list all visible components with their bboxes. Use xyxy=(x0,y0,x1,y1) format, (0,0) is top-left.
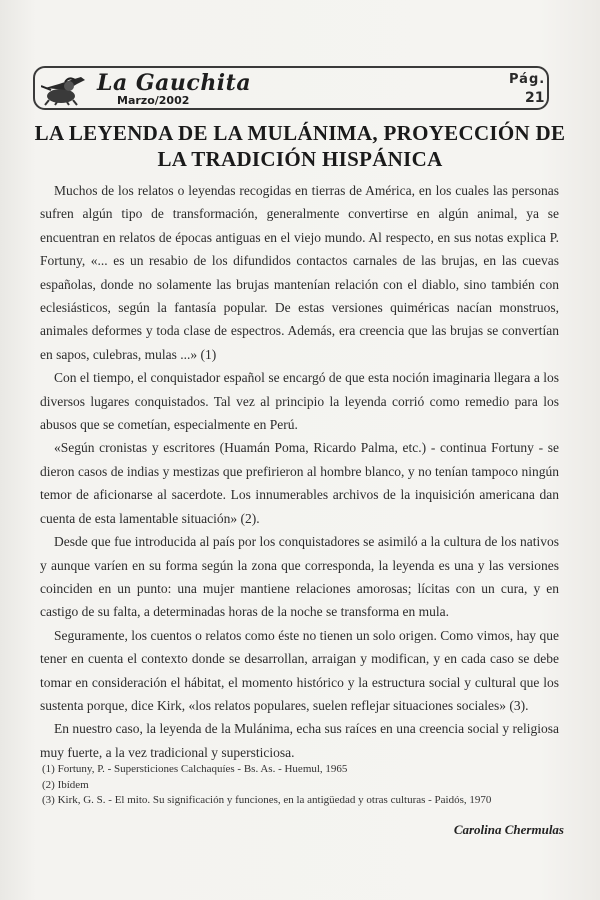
footnotes xyxy=(42,762,562,809)
page-label: Pág. xyxy=(509,72,546,87)
footnote-1: (1) Fortuny, P. - Supersticiones Calchaquíes - Bs. As. - Huemul, 1965 xyxy=(42,763,348,775)
article-title: LA LEYENDA DE LA MULÁNIMA, PROYECCIÓN DE LA TRADICIÓN HISPÁNICA xyxy=(34,121,566,171)
gaucho-horse-logo-icon xyxy=(41,74,89,106)
footnote-2: (2) Ibídem xyxy=(42,778,89,791)
issue-date: Marzo/2002 xyxy=(117,94,190,107)
paragraph-2: Con el tiempo, el conquistador español se encargó de que esta noción imaginaria llegara a los diversos lugares conquistados. Tal vez al principio la leyenda corrió como remedio para los abusos que se cometían, especialmente en Perú. xyxy=(40,370,559,433)
paragraph-1: Muchos de los relatos o leyendas recogidas en tierras de América, en los cuales las personas sufren algún tipo de transformación, generalmente convertirse en algún animal, ya se encuentran en relatos de épocas antiguas en el viejo mundo. Al respecto, en sus notas explica P. Fortuny, «... es un resabio de los difundidos contactos carnales de las brujas, en las cuevas españolas, donde no solamente las brujas mantenían relación con el diablo, sino también con eclesiásticos, según la fantasía popular. De estas versiones quiméricas nacían monstruos, animales deformes y toda clase de espectros. Además, era creencia que las brujas se convertían en sapos, culebras, mulas ...» (1) xyxy=(40,183,559,362)
article-body xyxy=(40,179,559,764)
paragraph-5: Seguramente, los cuentos o relatos como éste no tienen un solo origen. Como vimos, hay que tener en cuenta el contexto donde se desarrollan, arraigan y modifican, y en cada caso se debe tomar en consideración el hábitat, el momento histórico y la estructura social y cultural que los sustenta porque, dice Kirk, «los relatos populares, suelen reflejar situaciones sociales» (3). xyxy=(40,627,559,713)
footnote-3: (3) Kirk, G. S. - El mito. Su significación y funciones, en la antigüedad y otras culturas - Paidós, 1970 xyxy=(42,794,492,806)
page-header xyxy=(33,66,549,110)
paragraph-6: En nuestro caso, la leyenda de la Mulánima, echa sus raíces en una creencia social y religiosa muy fuerte, a la vez tradicional y supersticiosa. xyxy=(40,721,559,760)
paragraph-4: Desde que fue introducida al país por los conquistadores se asimiló a la cultura de los nativos y aunque varíen en su forma según la zona que corresponda, la leyenda es una y las versiones coinciden en un punto: una mujer mantiene relaciones amorosas; lícitas con un cura, y en castigo de su falta, a determinadas horas de la noche se transforma en mula. xyxy=(40,534,559,620)
author-signature: Carolina Chermulas xyxy=(453,822,564,837)
paragraph-3: «Según cronistas y escritores (Huamán Poma, Ricardo Palma, etc.) - continua Fortuny - se dieron casos de indias y mestizas que prefirieron al hombre blanco, y no tenían tampoco ningún temor de aficionarse al sacerdote. Los innumerables archivos de la inquisición americana dan cuenta de esta lamentable situación» (2). xyxy=(40,440,559,526)
magazine-title: La Gauchita xyxy=(97,70,252,96)
page-number: 21 xyxy=(525,90,545,106)
